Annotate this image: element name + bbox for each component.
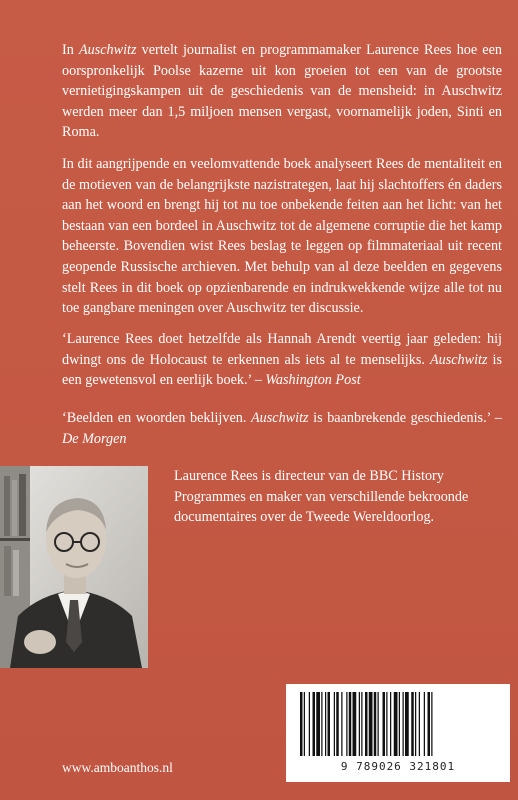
- publisher-url: www.amboanthos.nl: [62, 760, 173, 775]
- quote-text-rest: is een gewetensvol en eerlijk boek.’ –: [62, 351, 503, 389]
- book-title: Auschwitz: [429, 351, 488, 368]
- isbn-barcode: [286, 684, 510, 782]
- author-photo: [0, 466, 148, 668]
- quote-source: Washington Post: [265, 372, 361, 389]
- review-quote-de-morgen: [62, 408, 502, 449]
- quote-source: De Morgen: [62, 430, 127, 447]
- quote-text-start: ‘Laurence Rees doet hetzelfde als Hannah Arendt veertig jaar geleden: hij dwingt ons de Holocaust te erkennen als iets al te menselijks.: [62, 331, 502, 368]
- author-bio: Laurence Rees is directeur van de BBC History Programmes en maker van verschillende bekroonde documentaires over de Tweede Wereldoorlog.: [174, 468, 469, 526]
- intro-text-rest: vertelt journalist en programmamaker Laurence Rees hoe een oorspronkelijk Poolse kazerne uit kon groeien tot een van de grootste vernietigingskampen uit de geschiedenis van de mensheid: in Auschwitz werden meer dan 1,5 miljoen mensen vergast, voornamelijk joden, Sinti en Roma.: [62, 42, 502, 141]
- barcode-bars: [286, 684, 510, 760]
- quote-text-start: ‘Beelden en woorden beklijven.: [62, 410, 251, 426]
- quote-text-rest: is baanbrekende geschiedenis.’ –: [308, 410, 502, 426]
- book-title: Auschwitz: [251, 410, 309, 426]
- book-title: Auschwitz: [78, 42, 137, 58]
- review-quote-washington-post: [62, 329, 502, 391]
- intro-text-start: In: [62, 42, 79, 58]
- intro-paragraph: [62, 40, 502, 143]
- isbn-number: 9 789026 321801: [340, 760, 456, 773]
- description-paragraph: In dit aangrijpende en veelomvattende boek analyseert Rees de mentaliteit en de motieven van de belangrijkste nazistrategen, laat hij slachtoffers én daders aan het woord en brengt hij tot nu toe onbekende feiten aan het licht: van het bestaan van een bordeel in Auschwitz tot de algemene corruptie die het kamp beheerste. Bovendien wist Rees beslag te leggen op filmmateriaal uit recent geopende Russische archieven. Met behulp van al deze beelden en gegevens stelt Rees in dit boek op opzienbarende en indrukwekkende wijze alle tot nu toe gangbare meningen over Auschwitz ter discussie.: [62, 156, 502, 317]
